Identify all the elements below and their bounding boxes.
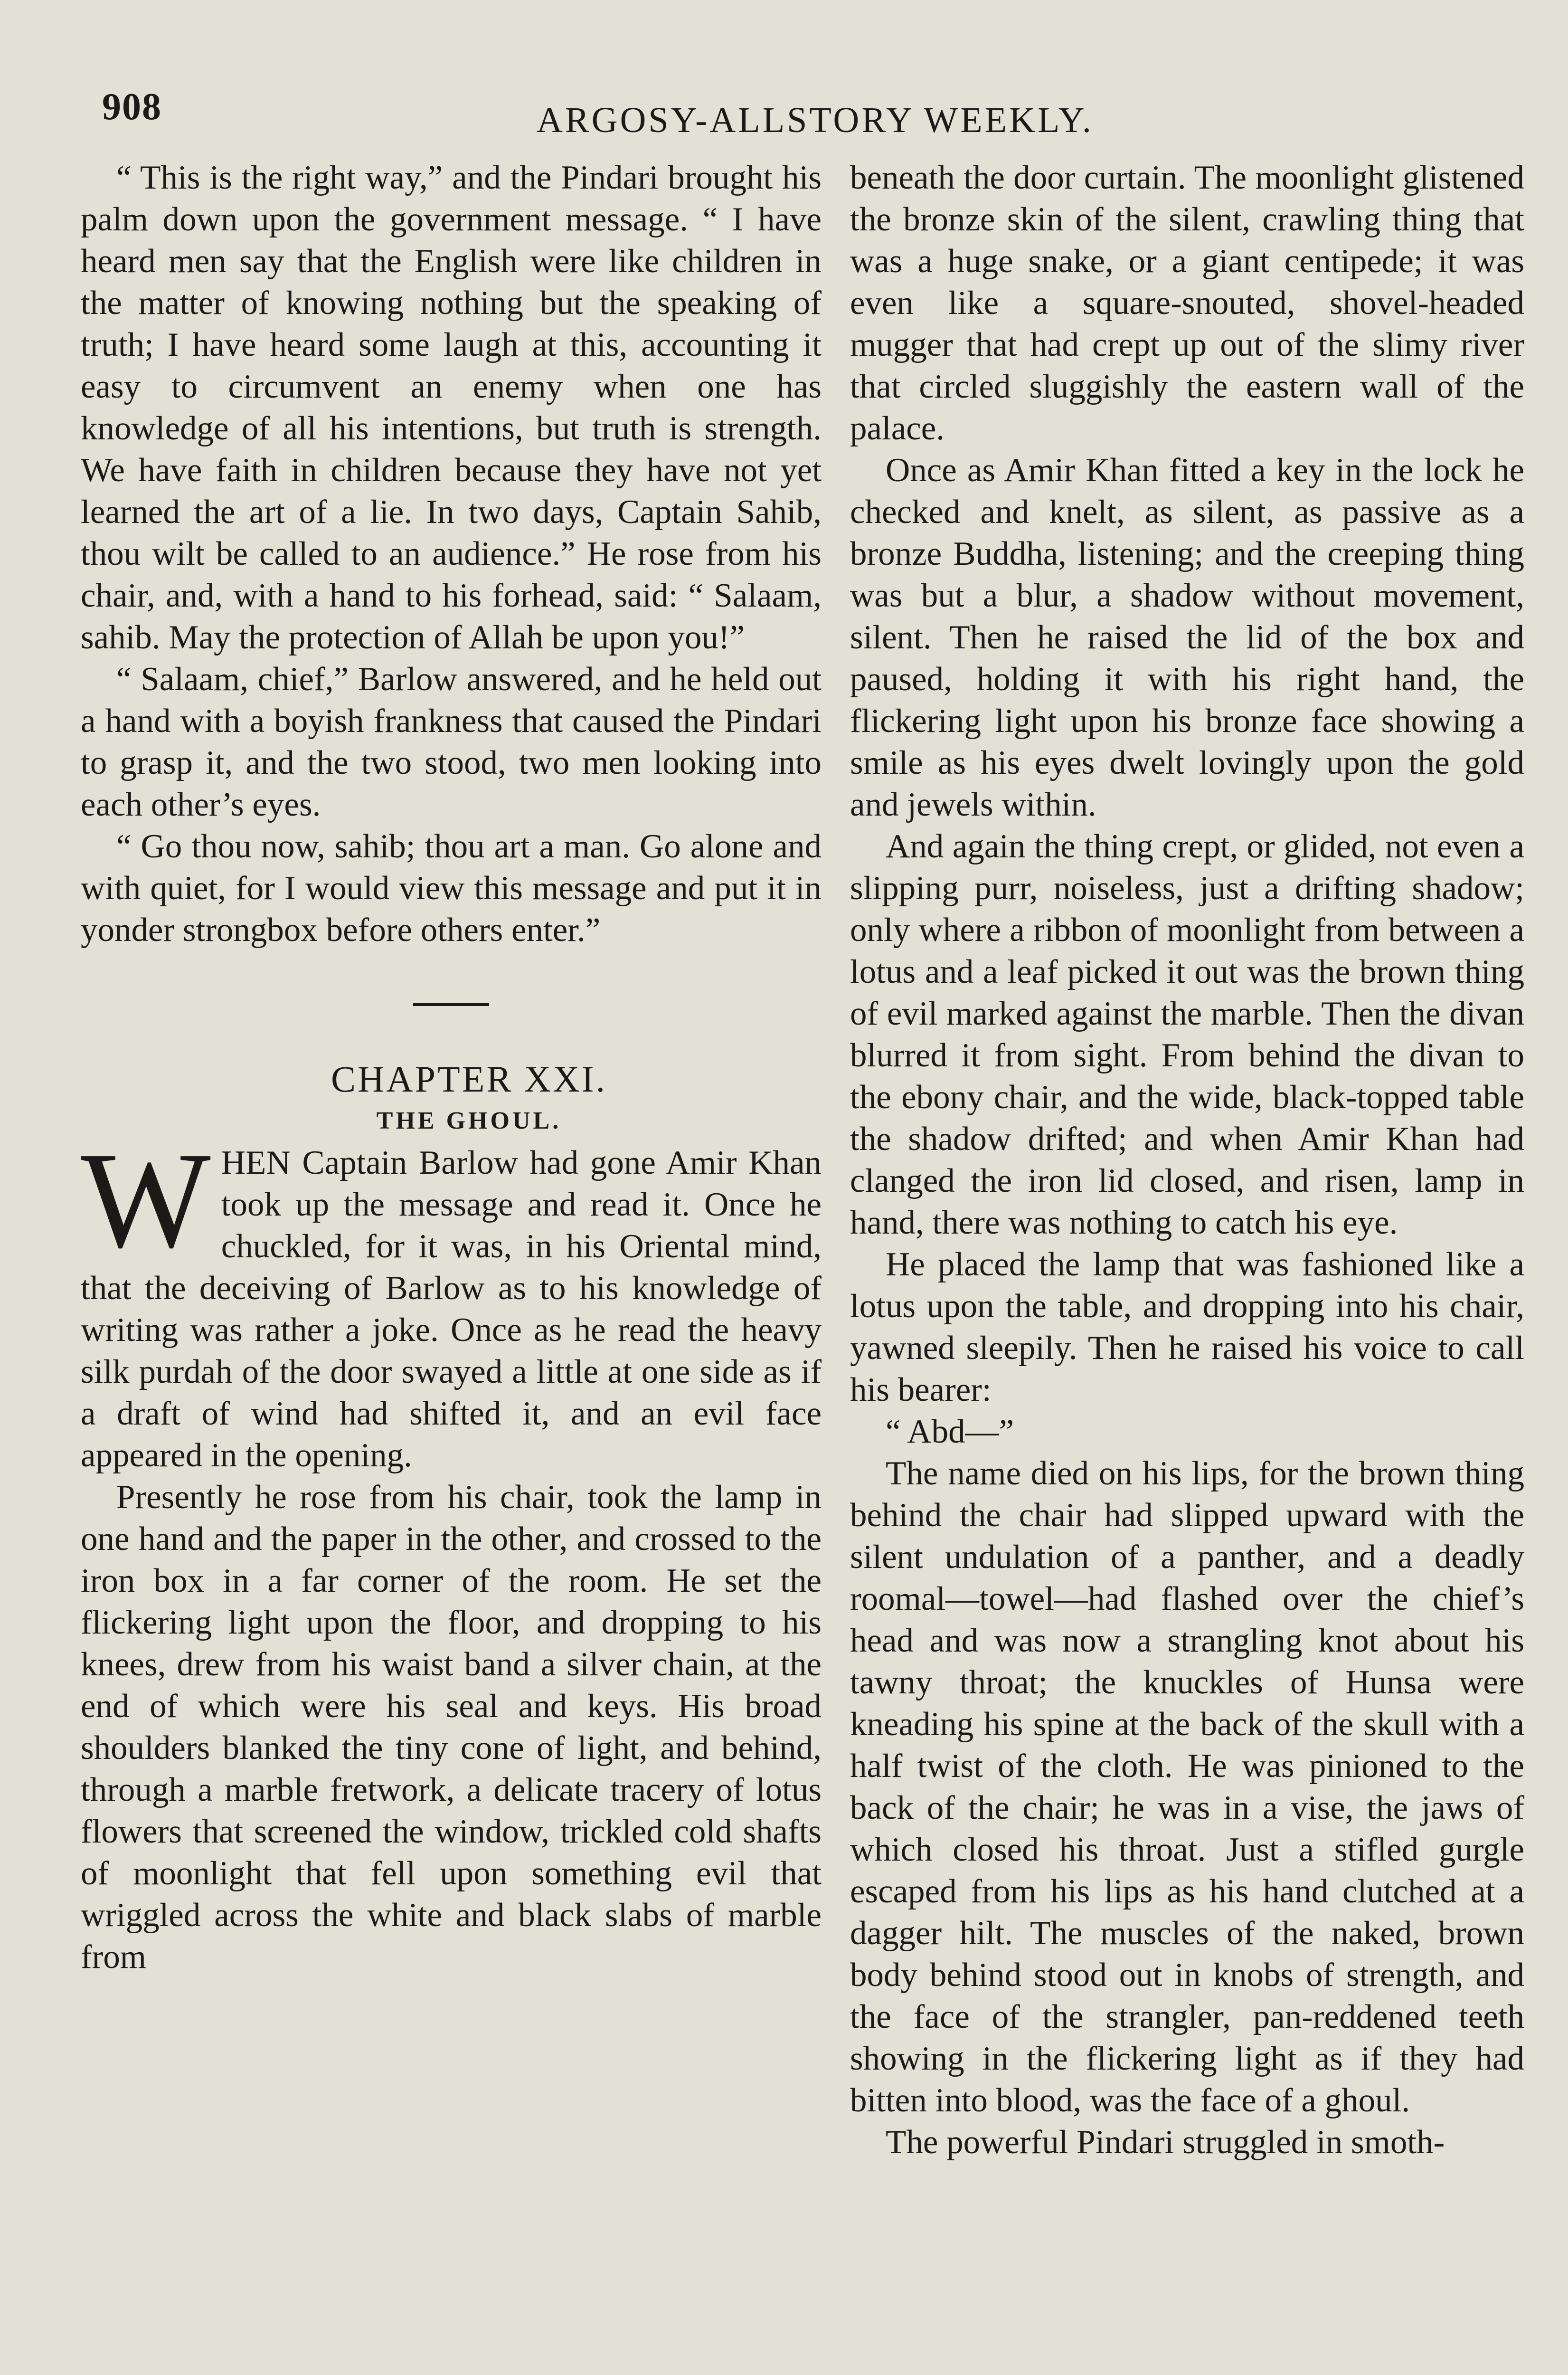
- paragraph: Once as Amir Khan fitted a key in the lock he checked and knelt, as silent, as passive as a bronze Buddha, listening; and the creeping thing was but a blur, a shadow without movement, silent. Then he raised the lid of the box and paused, holding it with his right hand, the flickering light upon his bronze face showing a smile as his eyes dwelt lovingly upon the gold and jewels within.: [850, 452, 1524, 823]
- page-header: [102, 86, 1524, 147]
- chapter-title: CHAPTER XXI.: [331, 1058, 607, 1100]
- page-number: 908: [102, 86, 162, 128]
- section-divider: [413, 1003, 489, 1006]
- paragraph: Presently he rose from his chair, took the lamp in one hand and the paper in the other, and crossed to the iron box in a far corner of the room. He set the flickering light upon the floor, and dropping to his knees, drew from his waist band a silver chain, at the end of which were his seal and keys. His broad shoulders blanked the tiny cone of light, and behind, through a marble fretwork, a delicate tracery of lotus flowers that screened the window, trickled cold shafts of moonlight that fell upon something evil that wriggled across the white and black slabs of marble from: [81, 1479, 822, 1976]
- paragraph: The powerful Pindari struggled in smoth-: [886, 2124, 1445, 2161]
- paragraph: He placed the lamp that was fashioned like a lotus upon the table, and dropping into his chair, yawned sleepily. Then he raised his voice to call his bearer:: [850, 1246, 1524, 1408]
- paragraph: The name died on his lips, for the brown thing behind the chair had slipped upward with the silent undulation of a panther, and a deadly roomal—towel—had flashed over the chief’s head and was now a strangling knot about his tawny throat; the knuckles of Hunsa were kneading his spine at the back of the skull with a half twist of the cloth. He was pinioned to the back of the chair; he was in a vise, the jaws of which closed his throat. Just a stifled gurgle escaped from his lips as his hand clutched at a dagger hilt. The muscles of the naked, brown body behind stood out in knobs of strength, and the face of the strangler, pan-reddened teeth showing in the flickering light as if they had bitten into blood, was the face of a ghoul.: [850, 1455, 1524, 2119]
- left-column: [81, 157, 822, 2375]
- paragraph: And again the thing crept, or glided, not even a slipping purr, noiseless, just a drifting shadow; only where a ribbon of moonlight from between a lotus and a leaf picked it out was the brown thing of evil marked against the marble. Then the divan blurred it from sight. From behind the divan to the ebony chair, and the wide, black-topped table the shadow drifted; and when Amir Khan had clanged the iron lid closed, and risen, lamp in hand, there was nothing to catch his eye.: [850, 828, 1524, 1241]
- paragraph: “ Go thou now, sahib; thou art a man. Go alone and with quiet, for I would view this message and put it in yonder strongbox before others enter.”: [81, 828, 822, 949]
- paragraph-text: HEN Captain Barlow had gone Amir Khan took up the message and read it. Once he chuckled, for it was, in his Oriental mind, that the deceiving of Barlow as to his knowledge of writing was rather a joke. Once as he read the heavy silk purdah of the door swayed a little at one side as if a draft of wind had shifted it, and an evil face appeared in the opening.: [81, 1144, 822, 1474]
- right-column: [850, 157, 1524, 2375]
- paragraph: “ Abd—”: [886, 1413, 1014, 1450]
- drop-cap: W: [81, 1124, 211, 1276]
- paragraph: “ This is the right way,” and the Pindari brought his palm down upon the government message. “ I have heard men say that the English were like children in the matter of knowing nothing but the speaking of truth; I have heard some laugh at this, accounting it easy to circumvent an enemy when one has knowledge of all his intentions, but truth is strength. We have faith in children because they have not yet learned the art of a lie. In two days, Captain Sahib, thou wilt be called to an audience.” He rose from his chair, and, with a hand to his forhead, said: “ Salaam, sahib. May the protection of Allah be upon you!”: [81, 159, 822, 656]
- paragraph: “ Salaam, chief,” Barlow answered, and he held out a hand with a boyish frankness that caused the Pindari to grasp it, and the two stood, two men looking into each other’s eyes.: [81, 661, 822, 823]
- running-head: ARGOSY-ALLSTORY WEEKLY.: [537, 100, 1094, 140]
- chapter-subtitle: THE GHOUL.: [376, 1107, 562, 1134]
- chapter-opening-paragraph: [81, 1124, 822, 1476]
- paragraph-continued: beneath the door curtain. The moonlight glistened the bronze skin of the silent, crawling thing that was a huge snake, or a giant centipede; it was even like a square-snouted, shovel-headed mugger that had crept up out of the slimy river that circled sluggishly the eastern wall of the palace.: [850, 159, 1524, 447]
